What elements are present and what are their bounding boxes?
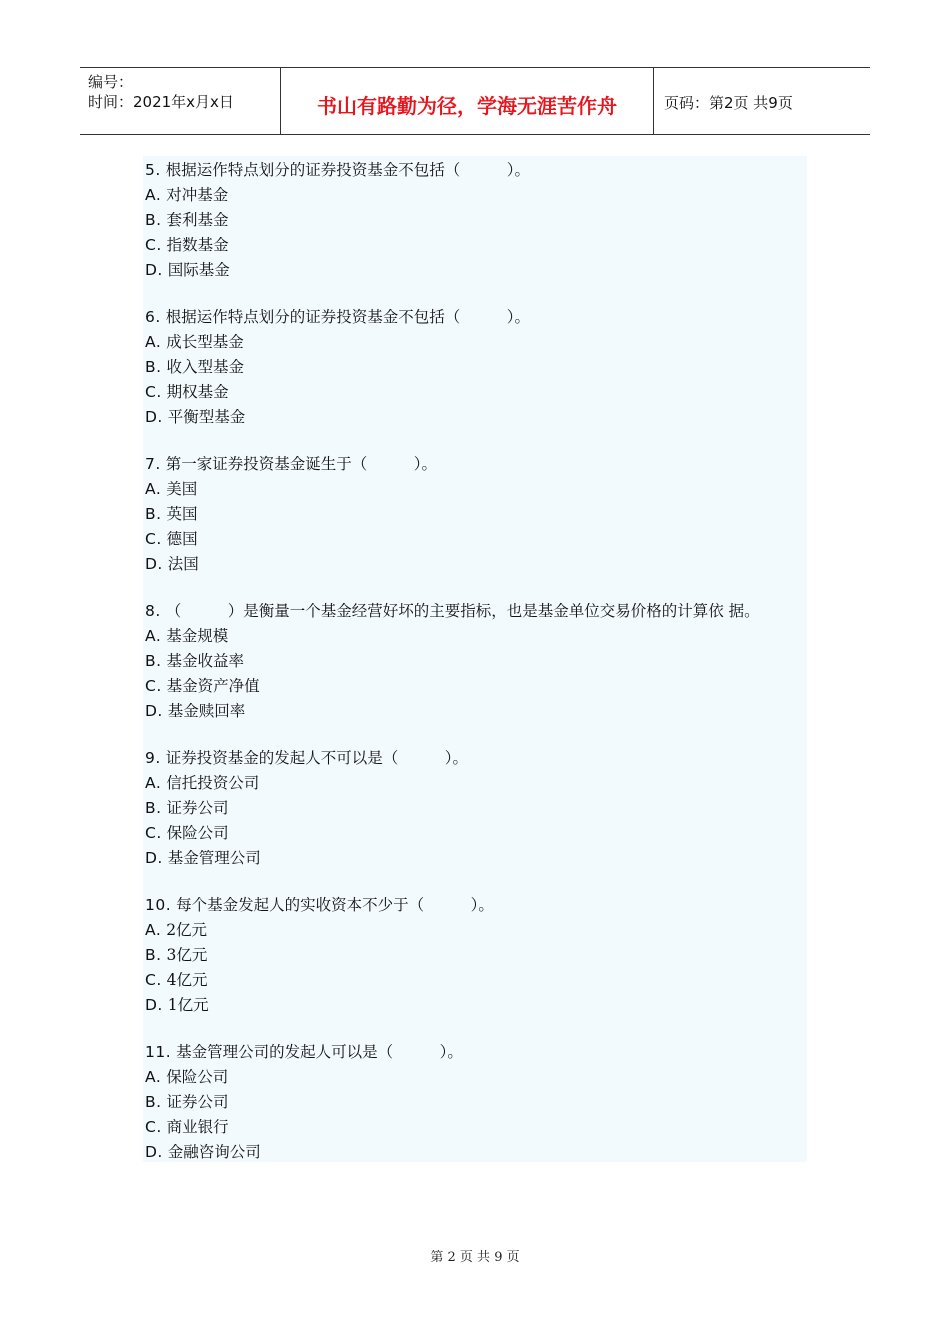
option-text: 证券公司 — [161, 799, 229, 817]
option-text: 基金管理公司 — [162, 849, 261, 867]
question-text: 每个基金发起人的实收资本不少于（ ）。 — [171, 896, 494, 914]
option-text: 金融咨询公司 — [162, 1143, 261, 1161]
document-date: 时间：2021年x月x日 — [88, 93, 234, 111]
header-motto-cell — [281, 68, 654, 134]
option-a — [145, 1065, 807, 1090]
option-text: 2亿元 — [161, 921, 208, 939]
option-c — [145, 233, 807, 258]
question-item — [145, 1040, 807, 1165]
page-footer: 第 2 页 共 9 页 — [430, 1250, 520, 1265]
option-letter: C. — [145, 677, 162, 695]
option-text: 3亿元 — [161, 946, 208, 964]
option-b — [145, 502, 807, 527]
option-letter: B. — [145, 211, 162, 229]
option-a — [145, 624, 807, 649]
option-letter: B. — [145, 799, 162, 817]
option-letter: C. — [145, 824, 162, 842]
question-list — [143, 156, 807, 1162]
option-text: 信托投资公司 — [161, 774, 260, 792]
option-d — [145, 405, 807, 430]
option-text: 指数基金 — [161, 236, 229, 254]
option-letter: C. — [145, 530, 162, 548]
option-c — [145, 968, 807, 993]
option-text: 对冲基金 — [161, 186, 229, 204]
option-letter: C. — [145, 971, 162, 989]
option-letter: A. — [145, 921, 162, 939]
option-c — [145, 380, 807, 405]
option-letter: B. — [145, 505, 162, 523]
option-text: 证券公司 — [161, 1093, 229, 1111]
option-text: 基金资产净值 — [161, 677, 260, 695]
question-item — [145, 599, 807, 724]
option-letter: A. — [145, 1068, 162, 1086]
question-item — [145, 158, 807, 283]
question-text: 基金管理公司的发起人可以是（ ）。 — [171, 1043, 463, 1061]
option-text: 保险公司 — [161, 1068, 229, 1086]
option-d — [145, 993, 807, 1018]
question-item — [145, 893, 807, 1018]
option-letter: C. — [145, 1118, 162, 1136]
question-number: 6. — [145, 308, 161, 326]
option-a — [145, 477, 807, 502]
option-text: 保险公司 — [161, 824, 229, 842]
option-b — [145, 208, 807, 233]
question-number: 8. — [145, 602, 161, 620]
header-page-info: 页码：第2页 共9页 — [664, 94, 793, 112]
option-b — [145, 355, 807, 380]
option-letter: B. — [145, 946, 162, 964]
question-number: 7. — [145, 455, 161, 473]
question-item — [145, 746, 807, 871]
option-letter: C. — [145, 236, 162, 254]
question-number: 10. — [145, 896, 172, 914]
option-text: 国际基金 — [162, 261, 230, 279]
question-stem — [145, 452, 807, 477]
option-text: 商业银行 — [161, 1118, 229, 1136]
option-text: 美国 — [161, 480, 198, 498]
question-stem — [145, 746, 807, 771]
option-letter: C. — [145, 383, 162, 401]
option-letter: D. — [145, 996, 163, 1014]
motto-text: 书山有路勤为径，学海无涯苦作舟 — [317, 94, 617, 118]
option-d — [145, 1140, 807, 1165]
option-b — [145, 796, 807, 821]
option-text: 4亿元 — [161, 971, 208, 989]
option-b — [145, 943, 807, 968]
option-text: 基金收益率 — [161, 652, 244, 670]
option-text: 收入型基金 — [161, 358, 244, 376]
option-text: 平衡型基金 — [162, 408, 246, 426]
option-a — [145, 330, 807, 355]
option-letter: D. — [145, 408, 163, 426]
option-letter: D. — [145, 261, 163, 279]
option-c — [145, 527, 807, 552]
question-number: 11. — [145, 1043, 172, 1061]
question-stem — [145, 1040, 807, 1065]
question-text: （ ）是衡量一个基金经营好坏的主要指标，也是基金单位交易价格的计算依 据。 — [160, 602, 760, 620]
option-a — [145, 183, 807, 208]
option-letter: A. — [145, 186, 162, 204]
question-stem — [145, 893, 807, 918]
option-text: 基金赎回率 — [162, 702, 246, 720]
option-letter: D. — [145, 702, 163, 720]
question-stem — [145, 158, 807, 183]
question-stem — [145, 305, 807, 330]
option-d — [145, 846, 807, 871]
option-letter: A. — [145, 333, 162, 351]
option-letter: D. — [145, 1143, 163, 1161]
option-c — [145, 674, 807, 699]
option-a — [145, 918, 807, 943]
question-number: 9. — [145, 749, 161, 767]
option-c — [145, 821, 807, 846]
header-meta-cell — [80, 68, 281, 134]
option-text: 基金规模 — [161, 627, 229, 645]
question-text: 根据运作特点划分的证券投资基金不包括（ ）。 — [160, 308, 530, 326]
option-letter: A. — [145, 774, 162, 792]
question-item — [145, 452, 807, 577]
option-d — [145, 552, 807, 577]
question-text: 证券投资基金的发起人不可以是（ ）。 — [160, 749, 468, 767]
question-text: 第一家证券投资基金诞生于（ ）。 — [160, 455, 437, 473]
option-text: 期权基金 — [161, 383, 229, 401]
question-item — [145, 305, 807, 430]
option-letter: B. — [145, 652, 162, 670]
option-b — [145, 1090, 807, 1115]
header-page-cell — [654, 68, 870, 134]
option-letter: A. — [145, 627, 162, 645]
question-stem — [145, 599, 807, 624]
option-text: 成长型基金 — [161, 333, 244, 351]
page-header — [80, 67, 870, 135]
option-letter: D. — [145, 849, 163, 867]
question-text: 根据运作特点划分的证券投资基金不包括（ ）。 — [160, 161, 530, 179]
option-text: 英国 — [161, 505, 198, 523]
option-text: 1亿元 — [162, 996, 209, 1014]
option-letter: B. — [145, 1093, 162, 1111]
option-a — [145, 771, 807, 796]
option-d — [145, 258, 807, 283]
option-text: 套利基金 — [161, 211, 229, 229]
question-number: 5. — [145, 161, 161, 179]
option-text: 法国 — [162, 555, 199, 573]
option-d — [145, 699, 807, 724]
option-text: 德国 — [161, 530, 198, 548]
option-c — [145, 1115, 807, 1140]
document-number-label: 编号： — [88, 73, 134, 91]
option-b — [145, 649, 807, 674]
option-letter: A. — [145, 480, 162, 498]
option-letter: B. — [145, 358, 162, 376]
option-letter: D. — [145, 555, 163, 573]
